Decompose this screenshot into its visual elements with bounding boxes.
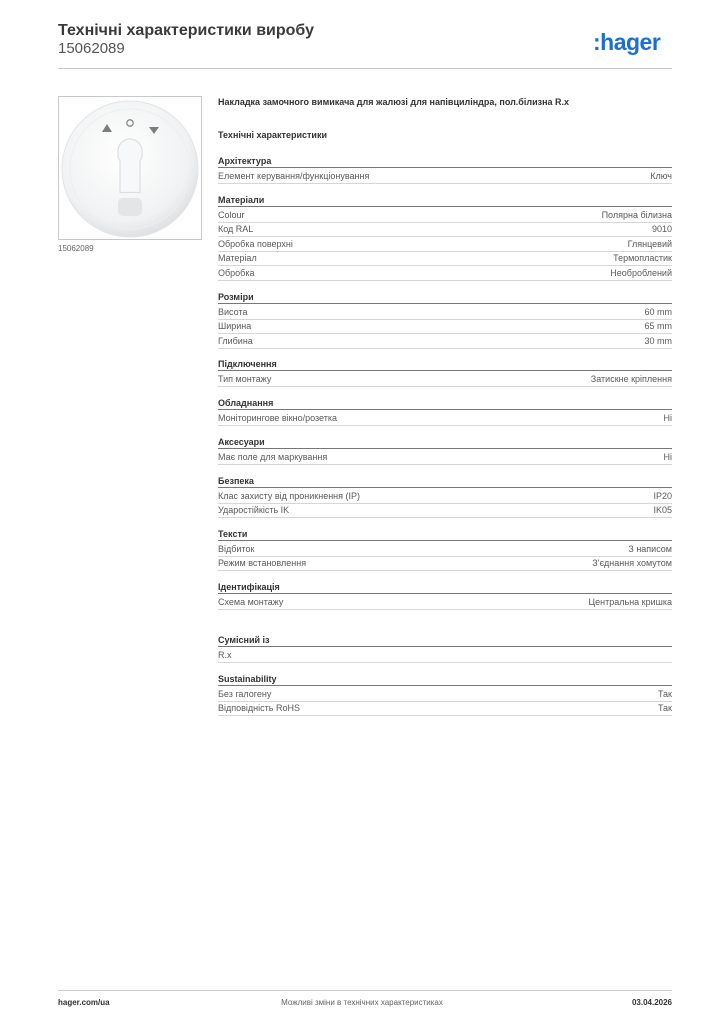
section-title: Архітектура (218, 155, 672, 168)
spec-label: Схема монтажу (218, 596, 284, 607)
spec-value: Так (657, 703, 672, 713)
section-title: Сумісний із (218, 634, 672, 647)
footer-divider (58, 990, 672, 991)
footer-date: 03.04.2026 (631, 998, 672, 1007)
image-caption: 15062089 (58, 244, 94, 253)
logo-text: hager (600, 29, 661, 55)
product-image (58, 96, 202, 240)
spec-value: IK05 (653, 505, 672, 515)
spec-label: Обробка поверхні (218, 238, 293, 249)
spec-value: 60 mm (644, 306, 672, 317)
spec-row (218, 208, 672, 223)
section-title: Аксесуари (218, 436, 672, 449)
spec-row (218, 266, 672, 281)
product-number: 15062089 (58, 40, 125, 57)
spec-row (218, 503, 672, 518)
logo-dots-icon: : (593, 29, 601, 55)
spec-value: 65 mm (644, 321, 672, 331)
spec-row (218, 222, 672, 237)
spec-label: Має поле для маркування (218, 451, 328, 462)
spec-label: Моніторингове вікно/розетка (218, 412, 337, 423)
spec-row (218, 701, 672, 716)
section-title: Безпека (218, 475, 672, 488)
footer-website-link[interactable]: hager.com/ua (58, 998, 110, 1007)
spec-row (218, 372, 672, 387)
spec-label: R.x (218, 649, 232, 660)
spec-value: З'єднання хомутом (592, 558, 672, 568)
page-title: Технічні характеристики виробу (58, 22, 314, 39)
spec-value: Ні (663, 412, 672, 423)
spec-row (218, 542, 672, 557)
spec-value: Полярна білизна (601, 209, 672, 220)
hager-logo[interactable] (593, 30, 660, 54)
spec-row (218, 319, 672, 334)
section-title: Sustainability (218, 673, 672, 686)
spec-value: Ключ (650, 170, 672, 181)
spec-label: Матеріал (218, 253, 257, 263)
spec-label: Висота (218, 306, 248, 317)
spec-label: Режим встановлення (218, 558, 307, 568)
section-title: Розміри (218, 291, 672, 304)
spec-row (218, 411, 672, 426)
spec-row (218, 169, 672, 184)
spec-row (218, 489, 672, 504)
section-title: Обладнання (218, 397, 672, 410)
spec-label: Елемент керування/функціонування (218, 170, 370, 181)
section-title: Підключення (218, 358, 672, 371)
spec-row (218, 251, 672, 266)
spec-row (218, 556, 672, 571)
spec-value: Центральна кришка (588, 596, 672, 607)
spec-value: Затискне кріплення (590, 373, 672, 384)
spec-value: Так (657, 688, 672, 699)
spec-label: Відбиток (218, 543, 255, 554)
spec-label: Без галогену (218, 688, 272, 699)
specs-heading: Технічні характеристики (218, 130, 327, 140)
product-name: Накладка замочного вимикача для жалюзі для напівциліндра, пол.білизна R.x (218, 97, 570, 107)
section-title: Матеріали (218, 194, 672, 207)
spec-value: 9010 (651, 224, 672, 234)
spec-row (218, 237, 672, 252)
spec-value: 30 mm (644, 335, 672, 346)
spec-label: Ширина (218, 321, 252, 331)
spec-label: Обробка (218, 267, 255, 278)
spec-label: Клас захисту від проникнення (IP) (218, 490, 361, 501)
footer-disclaimer: Можливі зміни в технічних характеристиках (281, 998, 443, 1007)
cover-plate-icon (59, 97, 201, 239)
spec-value: Ні (663, 451, 672, 462)
spec-value: З написом (628, 543, 672, 554)
spec-label: Colour (218, 209, 245, 220)
spec-label: Глибина (218, 335, 253, 346)
header-divider (58, 68, 672, 69)
spec-row (218, 305, 672, 320)
spec-label: Відповідність RoHS (218, 703, 300, 713)
spec-value: IP20 (653, 490, 672, 501)
spec-label: Код RAL (218, 224, 254, 234)
spec-row (218, 334, 672, 349)
spec-row (218, 648, 672, 663)
spec-label: Тип монтажу (218, 373, 272, 384)
section-title: Тексти (218, 528, 672, 541)
spec-label: Ударостійкість IK (218, 505, 290, 515)
section-title: Ідентифікація (218, 581, 672, 594)
spec-row (218, 595, 672, 610)
spec-value: Необроблений (610, 267, 672, 278)
spec-value: Глянцевий (627, 238, 672, 249)
spec-value: Термопластик (613, 253, 672, 263)
spec-row (218, 687, 672, 702)
spec-row (218, 450, 672, 465)
